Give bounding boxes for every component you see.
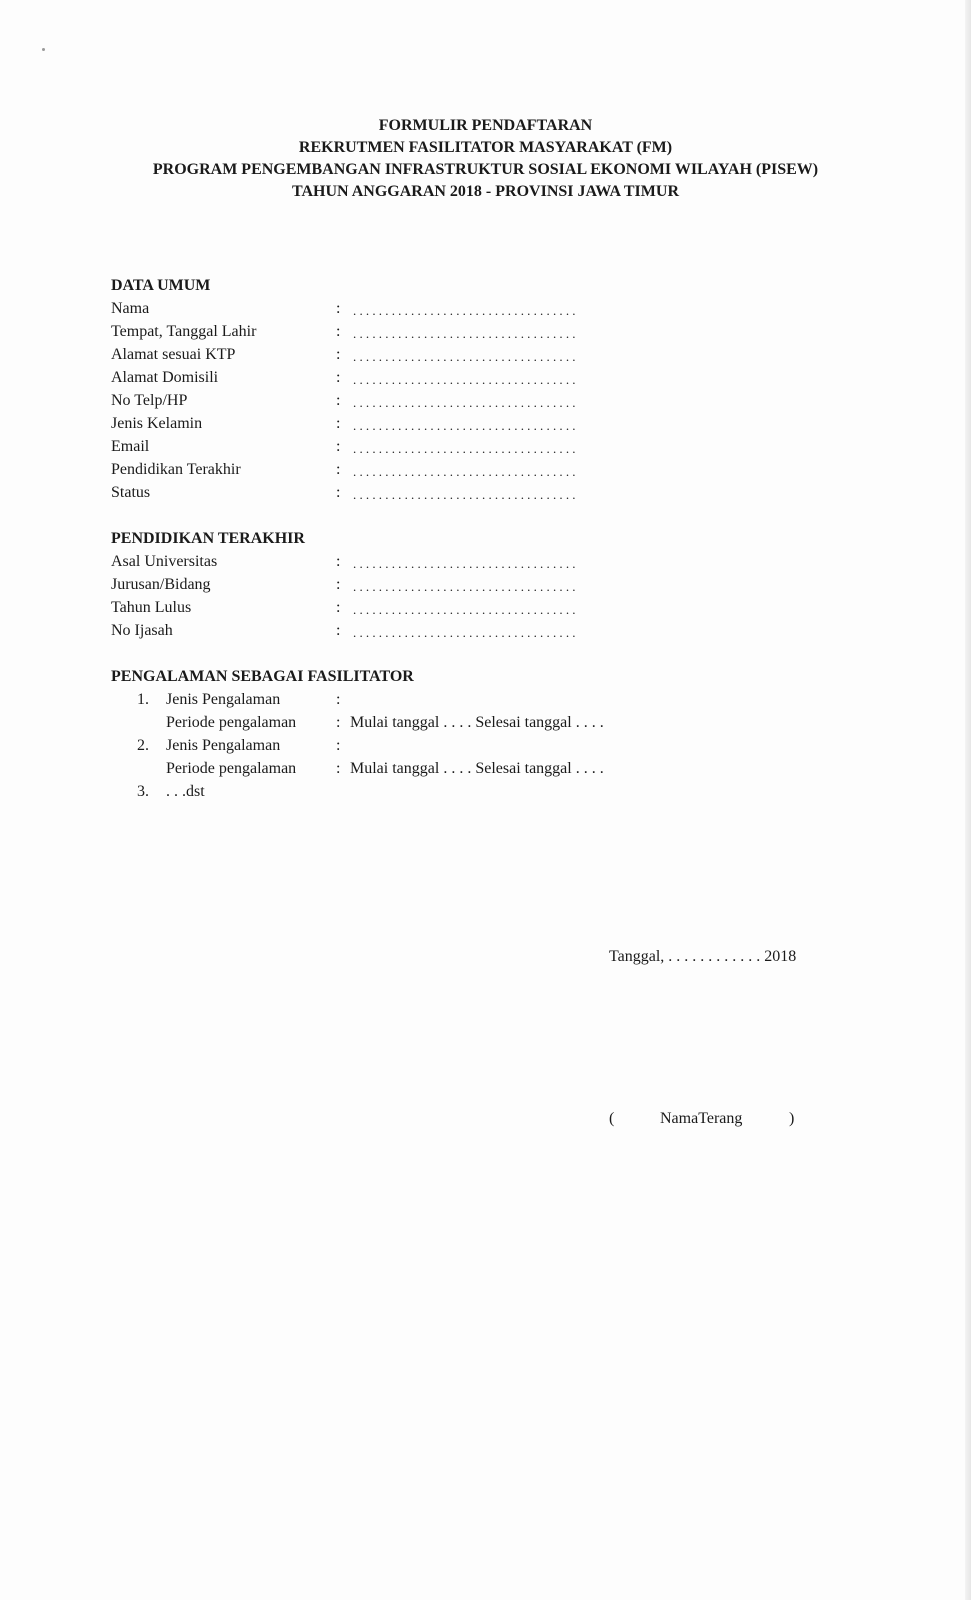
field-blank: ................................... [353, 556, 579, 571]
field-colon: : [336, 323, 341, 340]
field-blank: ................................... [353, 349, 579, 364]
experience-label: . . .dst [166, 783, 205, 800]
experience-value: Mulai tanggal . . . . Selesai tanggal . . . . [350, 714, 604, 731]
header-line-2: REKRUTMEN FASILITATOR MASYARAKAT (FM) [298, 139, 673, 156]
section-title-pendidikan: PENDIDIKAN TERAKHIR [111, 530, 305, 547]
experience-number: 1. [137, 691, 149, 708]
field-label: No Telp/HP [111, 392, 188, 409]
field-label: Email [111, 438, 150, 455]
field-blank: ................................... [353, 464, 579, 479]
signature-date: Tanggal, . . . . . . . . . . . . 2018 [609, 948, 797, 965]
experience-label: Jenis Pengalaman [166, 737, 281, 754]
field-colon: : [336, 553, 341, 570]
field-blank: ................................... [353, 602, 579, 617]
field-colon: : [336, 346, 341, 363]
signature-name: NamaTerang [660, 1110, 743, 1127]
field-blank: ................................... [353, 418, 579, 433]
field-label: Nama [111, 300, 150, 317]
experience-colon: : [336, 714, 341, 731]
field-label: Alamat sesuai KTP [111, 346, 236, 363]
field-label: Alamat Domisili [111, 369, 219, 386]
field-colon: : [336, 415, 341, 432]
section-title-data-umum: DATA UMUM [111, 277, 211, 294]
header-line-4: TAHUN ANGGARAN 2018 - PROVINSI JAWA TIMUR [292, 183, 679, 200]
field-colon: : [336, 576, 341, 593]
header-line-1: FORMULIR PENDAFTARAN [378, 117, 593, 134]
field-colon: : [336, 392, 341, 409]
experience-number: 2. [137, 737, 149, 754]
field-colon: : [336, 438, 341, 455]
field-label: Tempat, Tanggal Lahir [111, 323, 257, 340]
scan-speck [42, 48, 45, 51]
experience-value: Mulai tanggal . . . . Selesai tanggal . . . . [350, 760, 604, 777]
field-label: No Ijasah [111, 622, 173, 639]
field-label: Tahun Lulus [111, 599, 192, 616]
experience-colon: : [336, 737, 341, 754]
section-title-pengalaman: PENGALAMAN SEBAGAI FASILITATOR [111, 668, 414, 685]
field-blank: ................................... [353, 441, 579, 456]
experience-colon: : [336, 760, 341, 777]
field-blank: ................................... [353, 579, 579, 594]
field-blank: ................................... [353, 326, 579, 341]
experience-label: Periode pengalaman [166, 714, 297, 731]
field-label: Status [111, 484, 151, 501]
field-colon: : [336, 622, 341, 639]
field-blank: ................................... [353, 303, 579, 318]
field-colon: : [336, 461, 341, 478]
form-header [0, 115, 971, 203]
experience-number: 3. [137, 783, 149, 800]
field-colon: : [336, 369, 341, 386]
experience-label: Jenis Pengalaman [166, 691, 281, 708]
field-label: Jenis Kelamin [111, 415, 203, 432]
field-colon: : [336, 599, 341, 616]
scan-edge [965, 0, 971, 1600]
field-colon: : [336, 300, 341, 317]
field-blank: ................................... [353, 372, 579, 387]
field-label: Pendidikan Terakhir [111, 461, 241, 478]
experience-label: Periode pengalaman [166, 760, 297, 777]
experience-colon: : [336, 691, 341, 708]
field-label: Asal Universitas [111, 553, 218, 570]
field-colon: : [336, 484, 341, 501]
field-label: Jurusan/Bidang [111, 576, 211, 593]
field-blank: ................................... [353, 625, 579, 640]
signature-open-paren: ( [609, 1110, 615, 1127]
field-blank: ................................... [353, 487, 579, 502]
header-line-3: PROGRAM PENGEMBANGAN INFRASTRUKTUR SOSIAL EKONOMI WILAYAH (PISEW) [152, 161, 819, 178]
field-blank: ................................... [353, 395, 579, 410]
signature-close-paren: ) [789, 1110, 795, 1127]
